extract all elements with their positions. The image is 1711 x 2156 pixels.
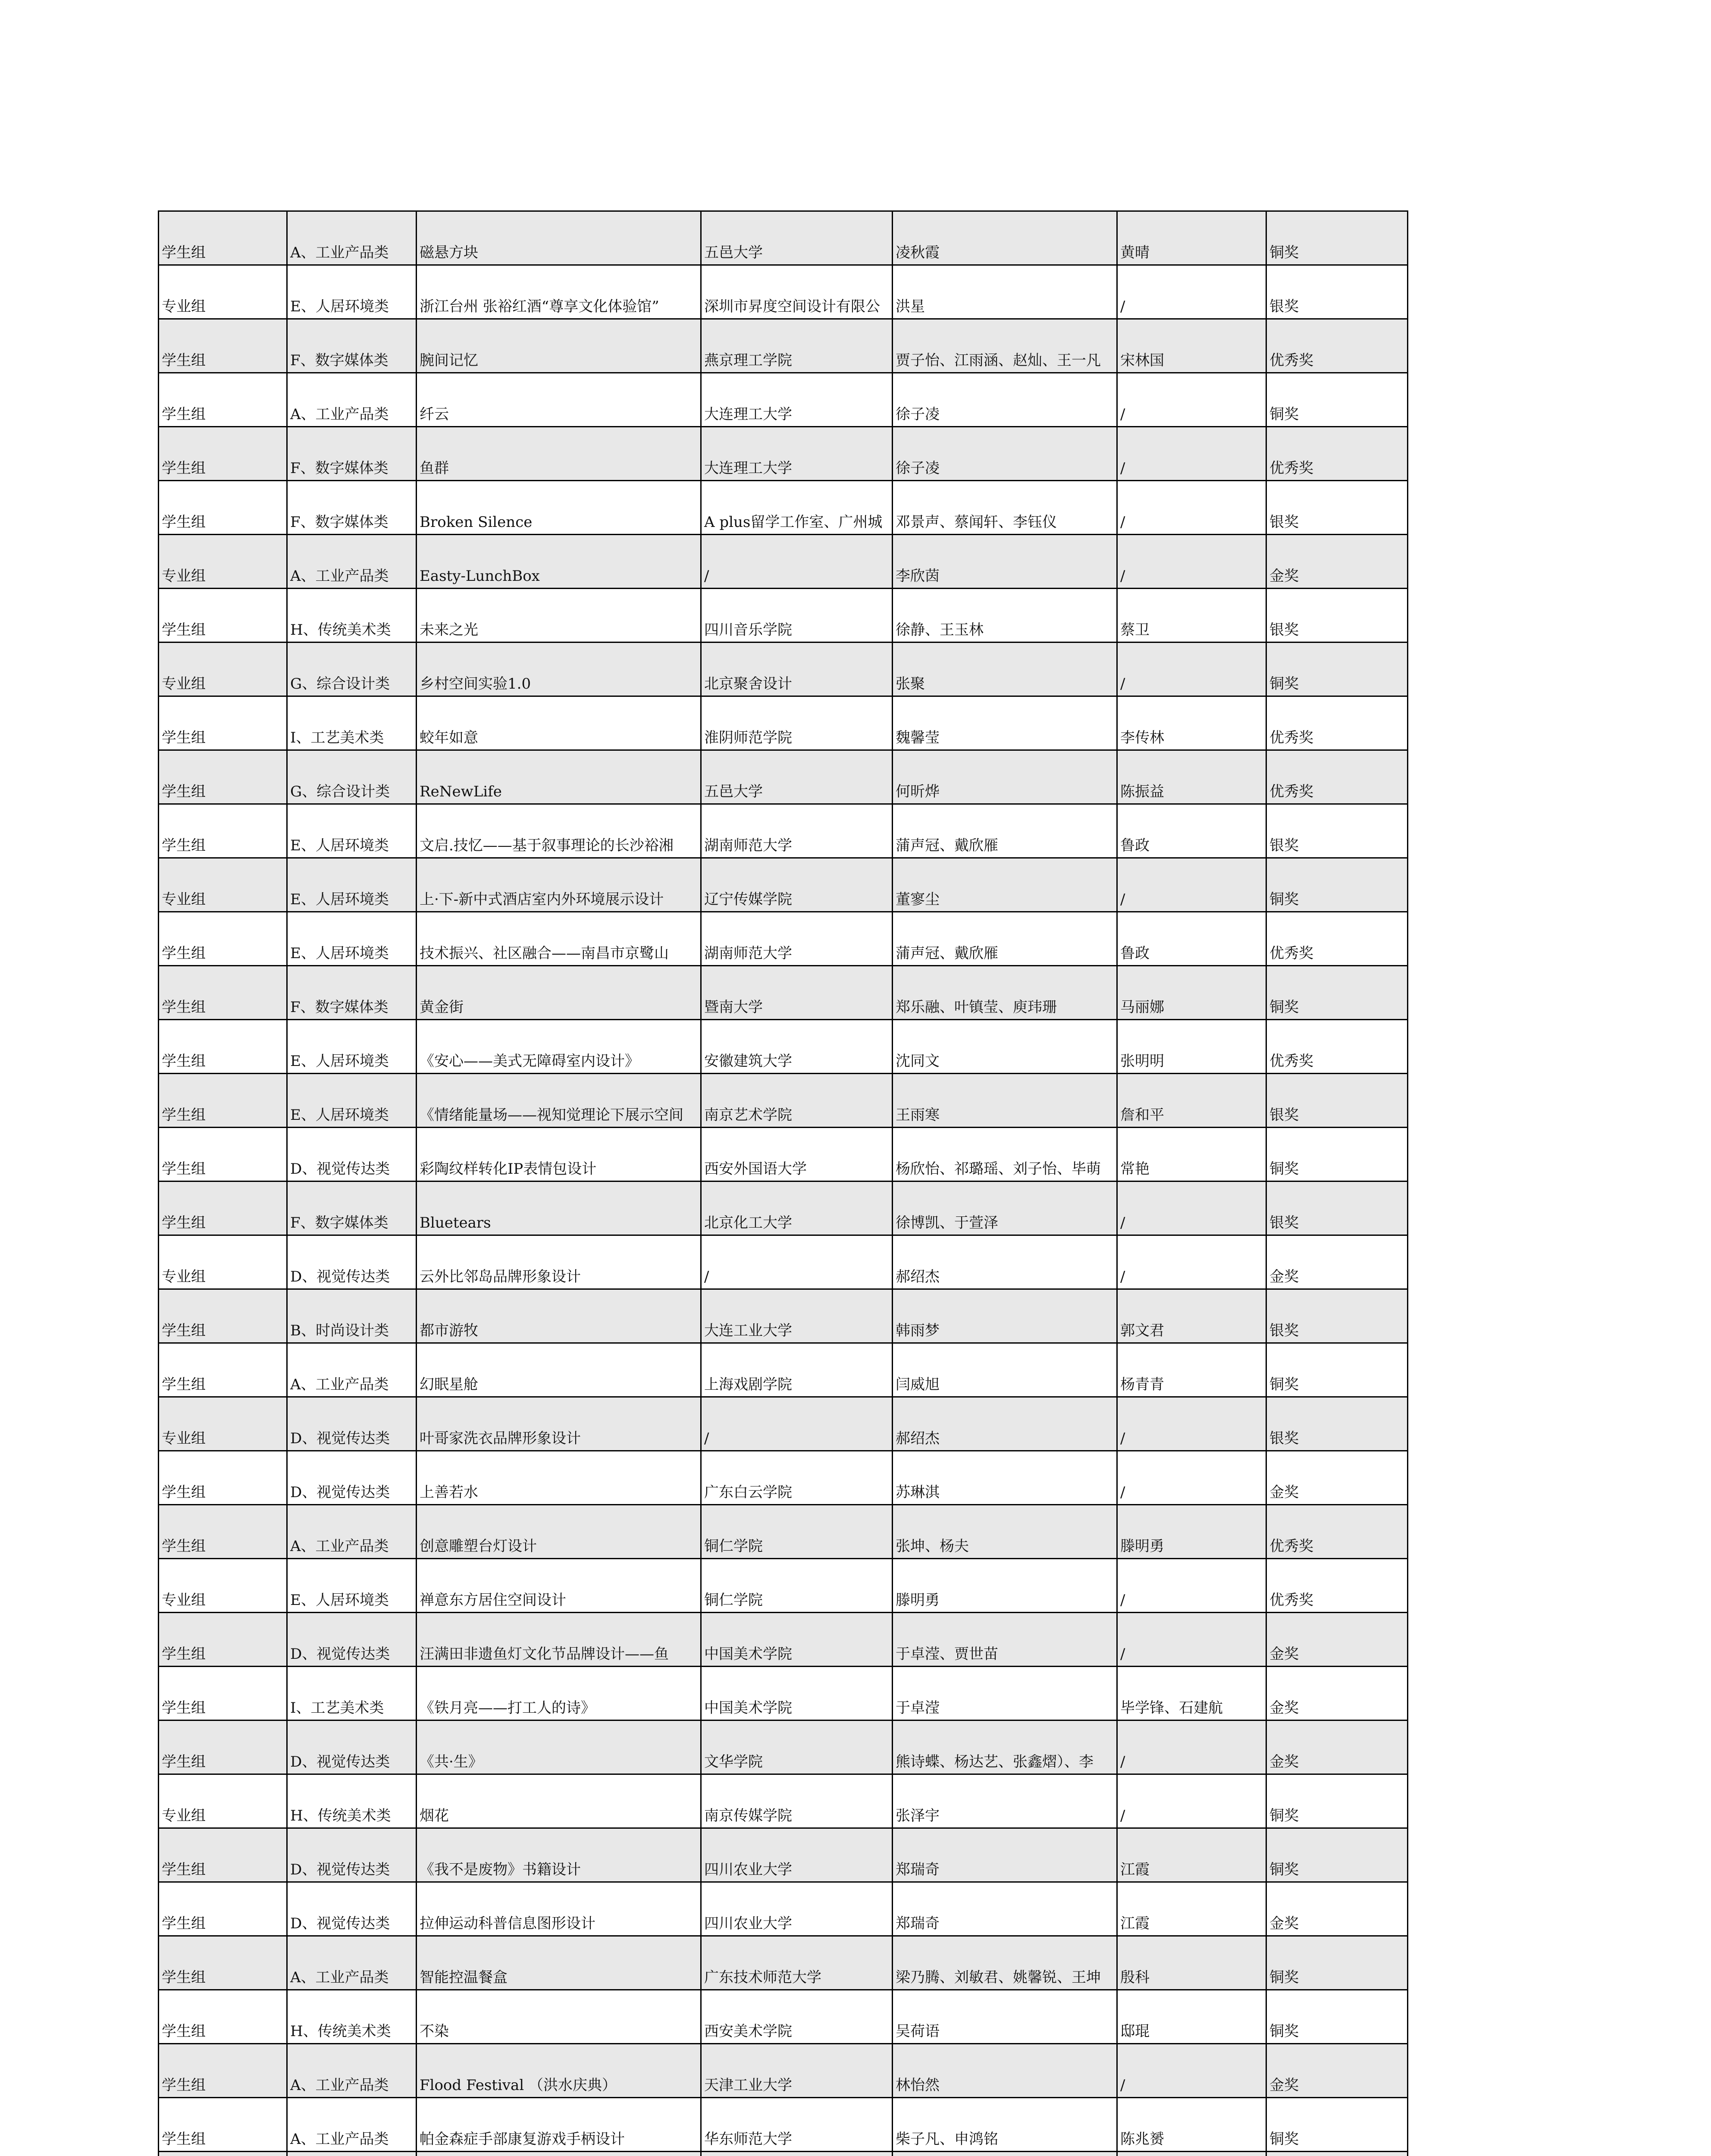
table-row: [159, 1289, 1408, 1343]
group-cell: 专业组: [159, 535, 287, 589]
category-cell: A、工业产品类: [287, 211, 417, 265]
authors-cell: 韩雨梦: [893, 1289, 1117, 1343]
advisor-cell: /: [1117, 427, 1266, 481]
category-cell: E、人居环境类: [287, 1074, 417, 1128]
authors-cell: 滕明勇: [893, 1559, 1117, 1613]
work-title-cell: 蛟年如意: [417, 696, 701, 750]
table-row: [159, 265, 1408, 319]
award-cell: 银奖: [1266, 1074, 1408, 1128]
institution-cell: 五邑大学: [701, 750, 893, 804]
authors-cell: 张聚: [893, 642, 1117, 696]
award-cell: 银奖: [1266, 1181, 1408, 1235]
institution-cell: 铜仁学院: [701, 1559, 893, 1613]
category-cell: E、人居环境类: [287, 1559, 417, 1613]
category-cell: A、工业产品类: [287, 535, 417, 589]
table-row: [159, 642, 1408, 696]
institution-cell: 中国美术学院: [701, 1613, 893, 1667]
award-cell: 银奖: [1266, 1289, 1408, 1343]
category-cell: D、视觉传达类: [287, 1720, 417, 1774]
advisor-cell: [1117, 2152, 1266, 2156]
group-cell: 学生组: [159, 481, 287, 535]
work-title-cell: 磁悬方块: [417, 211, 701, 265]
award-cell: [1266, 2152, 1408, 2156]
category-cell: H、传统美术类: [287, 1774, 417, 1828]
table-row: [159, 858, 1408, 912]
table-row: [159, 211, 1408, 265]
authors-cell: 徐静、王玉林: [893, 589, 1117, 642]
group-cell: 学生组: [159, 1828, 287, 1882]
award-cell: 金奖: [1266, 1613, 1408, 1667]
group-cell: 学生组: [159, 1128, 287, 1181]
group-cell: 专业组: [159, 1774, 287, 1828]
table-row: [159, 373, 1408, 427]
work-title-cell: 未来之光: [417, 589, 701, 642]
advisor-cell: 陈兆赟: [1117, 2098, 1266, 2152]
group-cell: 专业组: [159, 1397, 287, 1451]
award-cell: 金奖: [1266, 1667, 1408, 1720]
award-cell: 金奖: [1266, 1720, 1408, 1774]
award-cell: 铜奖: [1266, 373, 1408, 427]
work-title-cell: 《安心——美式无障碍室内设计》: [417, 1020, 701, 1074]
award-cell: 铜奖: [1266, 1936, 1408, 1990]
category-cell: A、工业产品类: [287, 1343, 417, 1397]
table-row: [159, 2152, 1408, 2156]
work-title-cell: 拉伸运动科普信息图形设计: [417, 1882, 701, 1936]
work-title-cell: [417, 2152, 701, 2156]
institution-cell: A plus留学工作室、广州城: [701, 481, 893, 535]
table-row: [159, 1720, 1408, 1774]
advisor-cell: 黄晴: [1117, 211, 1266, 265]
award-cell: 银奖: [1266, 804, 1408, 858]
work-title-cell: 幻眠星舱: [417, 1343, 701, 1397]
institution-cell: 西安美术学院: [701, 1990, 893, 2044]
group-cell: 学生组: [159, 804, 287, 858]
group-cell: 学生组: [159, 1289, 287, 1343]
category-cell: F、数字媒体类: [287, 1181, 417, 1235]
institution-cell: 上海戏剧学院: [701, 1343, 893, 1397]
authors-cell: 郑瑞奇: [893, 1882, 1117, 1936]
award-cell: 银奖: [1266, 265, 1408, 319]
institution-cell: 四川农业大学: [701, 1882, 893, 1936]
authors-cell: 郝绍杰: [893, 1397, 1117, 1451]
advisor-cell: 蔡卫: [1117, 589, 1266, 642]
category-cell: H、传统美术类: [287, 1990, 417, 2044]
advisor-cell: 詹和平: [1117, 1074, 1266, 1128]
category-cell: D、视觉传达类: [287, 1613, 417, 1667]
table-row: [159, 319, 1408, 373]
authors-cell: 洪星: [893, 265, 1117, 319]
work-title-cell: 云外比邻岛品牌形象设计: [417, 1235, 701, 1289]
award-cell: 优秀奖: [1266, 912, 1408, 966]
work-title-cell: 《我不是废物》书籍设计: [417, 1828, 701, 1882]
work-title-cell: 技术振兴、社区融合——南昌市京鹭山: [417, 912, 701, 966]
authors-cell: 李欣茵: [893, 535, 1117, 589]
authors-cell: 徐子凌: [893, 427, 1117, 481]
authors-cell: 蒲声冠、戴欣雁: [893, 912, 1117, 966]
award-cell: 优秀奖: [1266, 1505, 1408, 1559]
award-cell: 金奖: [1266, 535, 1408, 589]
group-cell: 学生组: [159, 912, 287, 966]
table-row: [159, 804, 1408, 858]
group-cell: 学生组: [159, 1990, 287, 2044]
table-row: [159, 1882, 1408, 1936]
advisor-cell: 江霞: [1117, 1828, 1266, 1882]
group-cell: 学生组: [159, 319, 287, 373]
table-row: [159, 427, 1408, 481]
authors-cell: 贾子怡、江雨涵、赵灿、王一凡: [893, 319, 1117, 373]
group-cell: 学生组: [159, 1343, 287, 1397]
institution-cell: 大连理工大学: [701, 427, 893, 481]
group-cell: 学生组: [159, 1505, 287, 1559]
advisor-cell: /: [1117, 1181, 1266, 1235]
category-cell: G、综合设计类: [287, 642, 417, 696]
group-cell: 专业组: [159, 858, 287, 912]
institution-cell: [701, 2152, 893, 2156]
institution-cell: 暨南大学: [701, 966, 893, 1020]
category-cell: A、工业产品类: [287, 1936, 417, 1990]
group-cell: 学生组: [159, 1074, 287, 1128]
authors-cell: 徐子凌: [893, 373, 1117, 427]
institution-cell: 四川音乐学院: [701, 589, 893, 642]
work-title-cell: 彩陶纹样转化IP表情包设计: [417, 1128, 701, 1181]
category-cell: D、视觉传达类: [287, 1828, 417, 1882]
group-cell: 学生组: [159, 1181, 287, 1235]
work-title-cell: 帕金森症手部康复游戏手柄设计: [417, 2098, 701, 2152]
work-title-cell: 浙江台州 张裕红酒“尊享文化体验馆”: [417, 265, 701, 319]
table-row: [159, 966, 1408, 1020]
institution-cell: 四川农业大学: [701, 1828, 893, 1882]
table-row: [159, 481, 1408, 535]
group-cell: 学生组: [159, 966, 287, 1020]
authors-cell: 张坤、杨夫: [893, 1505, 1117, 1559]
institution-cell: /: [701, 535, 893, 589]
award-cell: 优秀奖: [1266, 319, 1408, 373]
table-row: [159, 1343, 1408, 1397]
category-cell: I、工艺美术类: [287, 696, 417, 750]
table-row: [159, 696, 1408, 750]
group-cell: 学生组: [159, 1451, 287, 1505]
category-cell: D、视觉传达类: [287, 1235, 417, 1289]
table-row: [159, 2044, 1408, 2098]
work-title-cell: 《铁月亮——打工人的诗》: [417, 1667, 701, 1720]
award-cell: 金奖: [1266, 1235, 1408, 1289]
institution-cell: 安徽建筑大学: [701, 1020, 893, 1074]
award-cell: 优秀奖: [1266, 1020, 1408, 1074]
award-cell: 金奖: [1266, 1882, 1408, 1936]
group-cell: 学生组: [159, 589, 287, 642]
award-cell: 铜奖: [1266, 966, 1408, 1020]
authors-cell: 柴子凡、申鸿铭: [893, 2098, 1117, 2152]
work-title-cell: 烟花: [417, 1774, 701, 1828]
table-row: [159, 1774, 1408, 1828]
advisor-cell: 鲁政: [1117, 912, 1266, 966]
group-cell: 学生组: [159, 1613, 287, 1667]
institution-cell: 南京传媒学院: [701, 1774, 893, 1828]
group-cell: [159, 2152, 287, 2156]
advisor-cell: 殷科: [1117, 1936, 1266, 1990]
award-cell: 铜奖: [1266, 1343, 1408, 1397]
work-title-cell: 不染: [417, 1990, 701, 2044]
work-title-cell: 汪满田非遗鱼灯文化节品牌设计——鱼: [417, 1613, 701, 1667]
authors-cell: 吴荷语: [893, 1990, 1117, 2044]
category-cell: D、视觉传达类: [287, 1451, 417, 1505]
awards-table: [158, 210, 1408, 2156]
work-title-cell: 叶哥家洗衣品牌形象设计: [417, 1397, 701, 1451]
authors-cell: 于卓滢、贾世苗: [893, 1613, 1117, 1667]
authors-cell: 徐博凯、于萱泽: [893, 1181, 1117, 1235]
institution-cell: 华东师范大学: [701, 2098, 893, 2152]
work-title-cell: 鱼群: [417, 427, 701, 481]
award-cell: 优秀奖: [1266, 750, 1408, 804]
work-title-cell: 腕间记忆: [417, 319, 701, 373]
award-cell: 铜奖: [1266, 1990, 1408, 2044]
category-cell: B、时尚设计类: [287, 1289, 417, 1343]
advisor-cell: /: [1117, 1235, 1266, 1289]
table-row: [159, 1828, 1408, 1882]
institution-cell: 北京化工大学: [701, 1181, 893, 1235]
group-cell: 专业组: [159, 1559, 287, 1613]
group-cell: 学生组: [159, 1667, 287, 1720]
institution-cell: 淮阴师范学院: [701, 696, 893, 750]
category-cell: A、工业产品类: [287, 373, 417, 427]
authors-cell: 闫威旭: [893, 1343, 1117, 1397]
category-cell: E、人居环境类: [287, 1020, 417, 1074]
category-cell: [287, 2152, 417, 2156]
work-title-cell: 智能控温餐盒: [417, 1936, 701, 1990]
authors-cell: 王雨寒: [893, 1074, 1117, 1128]
advisor-cell: /: [1117, 481, 1266, 535]
table-row: [159, 535, 1408, 589]
table-row: [159, 2098, 1408, 2152]
work-title-cell: Bluetears: [417, 1181, 701, 1235]
table-row: [159, 589, 1408, 642]
institution-cell: 深圳市昇度空间设计有限公: [701, 265, 893, 319]
institution-cell: 西安外国语大学: [701, 1128, 893, 1181]
authors-cell: 熊诗蝶、杨达艺、张鑫熠）、李: [893, 1720, 1117, 1774]
table-row: [159, 1936, 1408, 1990]
category-cell: E、人居环境类: [287, 912, 417, 966]
advisor-cell: 马丽娜: [1117, 966, 1266, 1020]
advisor-cell: /: [1117, 1774, 1266, 1828]
group-cell: 专业组: [159, 642, 287, 696]
institution-cell: 广东技术师范大学: [701, 1936, 893, 1990]
advisor-cell: 江霞: [1117, 1882, 1266, 1936]
category-cell: A、工业产品类: [287, 2044, 417, 2098]
award-cell: 铜奖: [1266, 1774, 1408, 1828]
work-title-cell: Broken Silence: [417, 481, 701, 535]
award-cell: 铜奖: [1266, 211, 1408, 265]
table-row: [159, 1559, 1408, 1613]
advisor-cell: 张明明: [1117, 1020, 1266, 1074]
category-cell: D、视觉传达类: [287, 1128, 417, 1181]
awards-table-body: [159, 211, 1408, 2156]
group-cell: 学生组: [159, 2044, 287, 2098]
category-cell: A、工业产品类: [287, 2098, 417, 2152]
authors-cell: 沈同文: [893, 1020, 1117, 1074]
institution-cell: 中国美术学院: [701, 1667, 893, 1720]
institution-cell: 南京艺术学院: [701, 1074, 893, 1128]
award-cell: 铜奖: [1266, 1828, 1408, 1882]
award-cell: 铜奖: [1266, 1128, 1408, 1181]
advisor-cell: 滕明勇: [1117, 1505, 1266, 1559]
advisor-cell: 杨青青: [1117, 1343, 1266, 1397]
group-cell: 学生组: [159, 373, 287, 427]
award-cell: 铜奖: [1266, 858, 1408, 912]
institution-cell: 燕京理工学院: [701, 319, 893, 373]
table-row: [159, 1074, 1408, 1128]
award-cell: 银奖: [1266, 1397, 1408, 1451]
group-cell: 学生组: [159, 1720, 287, 1774]
category-cell: D、视觉传达类: [287, 1397, 417, 1451]
authors-cell: 郝绍杰: [893, 1235, 1117, 1289]
award-cell: 银奖: [1266, 481, 1408, 535]
work-title-cell: 上·下-新中式酒店室内外环境展示设计: [417, 858, 701, 912]
category-cell: F、数字媒体类: [287, 427, 417, 481]
institution-cell: 文华学院: [701, 1720, 893, 1774]
table-row: [159, 1397, 1408, 1451]
work-title-cell: 文启.技忆——基于叙事理论的长沙裕湘: [417, 804, 701, 858]
institution-cell: 湖南师范大学: [701, 912, 893, 966]
category-cell: E、人居环境类: [287, 804, 417, 858]
institution-cell: 大连工业大学: [701, 1289, 893, 1343]
award-cell: 铜奖: [1266, 2098, 1408, 2152]
advisor-cell: /: [1117, 642, 1266, 696]
advisor-cell: 常艳: [1117, 1128, 1266, 1181]
advisor-cell: /: [1117, 1451, 1266, 1505]
group-cell: 专业组: [159, 265, 287, 319]
institution-cell: 大连理工大学: [701, 373, 893, 427]
category-cell: F、数字媒体类: [287, 319, 417, 373]
authors-cell: 郑乐融、叶镇莹、庾玮珊: [893, 966, 1117, 1020]
award-cell: 铜奖: [1266, 642, 1408, 696]
institution-cell: 湖南师范大学: [701, 804, 893, 858]
group-cell: 专业组: [159, 1235, 287, 1289]
advisor-cell: 宋林国: [1117, 319, 1266, 373]
advisor-cell: /: [1117, 2044, 1266, 2098]
table-row: [159, 1613, 1408, 1667]
authors-cell: 邓景声、蔡闻轩、李钰仪: [893, 481, 1117, 535]
institution-cell: 辽宁传媒学院: [701, 858, 893, 912]
work-title-cell: Easty-LunchBox: [417, 535, 701, 589]
authors-cell: 张泽宇: [893, 1774, 1117, 1828]
table-row: [159, 1451, 1408, 1505]
table-row: [159, 1505, 1408, 1559]
work-title-cell: ReNewLife: [417, 750, 701, 804]
table-row: [159, 1235, 1408, 1289]
advisor-cell: 李传林: [1117, 696, 1266, 750]
authors-cell: 凌秋霞: [893, 211, 1117, 265]
institution-cell: /: [701, 1235, 893, 1289]
advisor-cell: /: [1117, 265, 1266, 319]
category-cell: F、数字媒体类: [287, 966, 417, 1020]
category-cell: E、人居环境类: [287, 265, 417, 319]
advisor-cell: /: [1117, 858, 1266, 912]
table-row: [159, 1667, 1408, 1720]
category-cell: F、数字媒体类: [287, 481, 417, 535]
table-row: [159, 1990, 1408, 2044]
advisor-cell: /: [1117, 535, 1266, 589]
authors-cell: 蒲声冠、戴欣雁: [893, 804, 1117, 858]
authors-cell: 郑瑞奇: [893, 1828, 1117, 1882]
institution-cell: 广东白云学院: [701, 1451, 893, 1505]
work-title-cell: 《共·生》: [417, 1720, 701, 1774]
group-cell: 学生组: [159, 1020, 287, 1074]
group-cell: 学生组: [159, 2098, 287, 2152]
advisor-cell: /: [1117, 373, 1266, 427]
advisor-cell: /: [1117, 1613, 1266, 1667]
category-cell: H、传统美术类: [287, 589, 417, 642]
category-cell: I、工艺美术类: [287, 1667, 417, 1720]
work-title-cell: 都市游牧: [417, 1289, 701, 1343]
award-cell: 优秀奖: [1266, 696, 1408, 750]
table-row: [159, 1181, 1408, 1235]
authors-cell: 于卓滢: [893, 1667, 1117, 1720]
table-row: [159, 1020, 1408, 1074]
award-cell: 金奖: [1266, 2044, 1408, 2098]
institution-cell: 五邑大学: [701, 211, 893, 265]
advisor-cell: 鲁政: [1117, 804, 1266, 858]
category-cell: G、综合设计类: [287, 750, 417, 804]
award-cell: 银奖: [1266, 589, 1408, 642]
institution-cell: 铜仁学院: [701, 1505, 893, 1559]
group-cell: 学生组: [159, 427, 287, 481]
work-title-cell: 乡村空间实验1.0: [417, 642, 701, 696]
group-cell: 学生组: [159, 750, 287, 804]
authors-cell: 苏琳淇: [893, 1451, 1117, 1505]
group-cell: 学生组: [159, 696, 287, 750]
authors-cell: [893, 2152, 1117, 2156]
award-cell: 金奖: [1266, 1451, 1408, 1505]
institution-cell: /: [701, 1397, 893, 1451]
group-cell: 学生组: [159, 1882, 287, 1936]
work-title-cell: 创意雕塑台灯设计: [417, 1505, 701, 1559]
work-title-cell: 纤云: [417, 373, 701, 427]
advisor-cell: 郭文君: [1117, 1289, 1266, 1343]
advisor-cell: /: [1117, 1720, 1266, 1774]
work-title-cell: Flood Festival （洪水庆典）: [417, 2044, 701, 2098]
work-title-cell: 黄金街: [417, 966, 701, 1020]
table-row: [159, 750, 1408, 804]
group-cell: 学生组: [159, 1936, 287, 1990]
advisor-cell: 毕学锋、石建航: [1117, 1667, 1266, 1720]
advisor-cell: /: [1117, 1397, 1266, 1451]
authors-cell: 杨欣怡、祁璐瑶、刘子怡、毕萌: [893, 1128, 1117, 1181]
category-cell: E、人居环境类: [287, 858, 417, 912]
institution-cell: 北京聚舍设计: [701, 642, 893, 696]
authors-cell: 梁乃腾、刘敏君、姚馨锐、王坤: [893, 1936, 1117, 1990]
table-row: [159, 1128, 1408, 1181]
institution-cell: 天津工业大学: [701, 2044, 893, 2098]
advisor-cell: /: [1117, 1559, 1266, 1613]
work-title-cell: 上善若水: [417, 1451, 701, 1505]
group-cell: 学生组: [159, 211, 287, 265]
advisor-cell: 邸琨: [1117, 1990, 1266, 2044]
authors-cell: 林怡然: [893, 2044, 1117, 2098]
table-row: [159, 912, 1408, 966]
authors-cell: 魏馨莹: [893, 696, 1117, 750]
category-cell: D、视觉传达类: [287, 1882, 417, 1936]
advisor-cell: 陈振益: [1117, 750, 1266, 804]
work-title-cell: 禅意东方居住空间设计: [417, 1559, 701, 1613]
work-title-cell: 《情绪能量场——视知觉理论下展示空间: [417, 1074, 701, 1128]
award-cell: 优秀奖: [1266, 427, 1408, 481]
authors-cell: 董寥尘: [893, 858, 1117, 912]
award-cell: 优秀奖: [1266, 1559, 1408, 1613]
category-cell: A、工业产品类: [287, 1505, 417, 1559]
authors-cell: 何昕烨: [893, 750, 1117, 804]
